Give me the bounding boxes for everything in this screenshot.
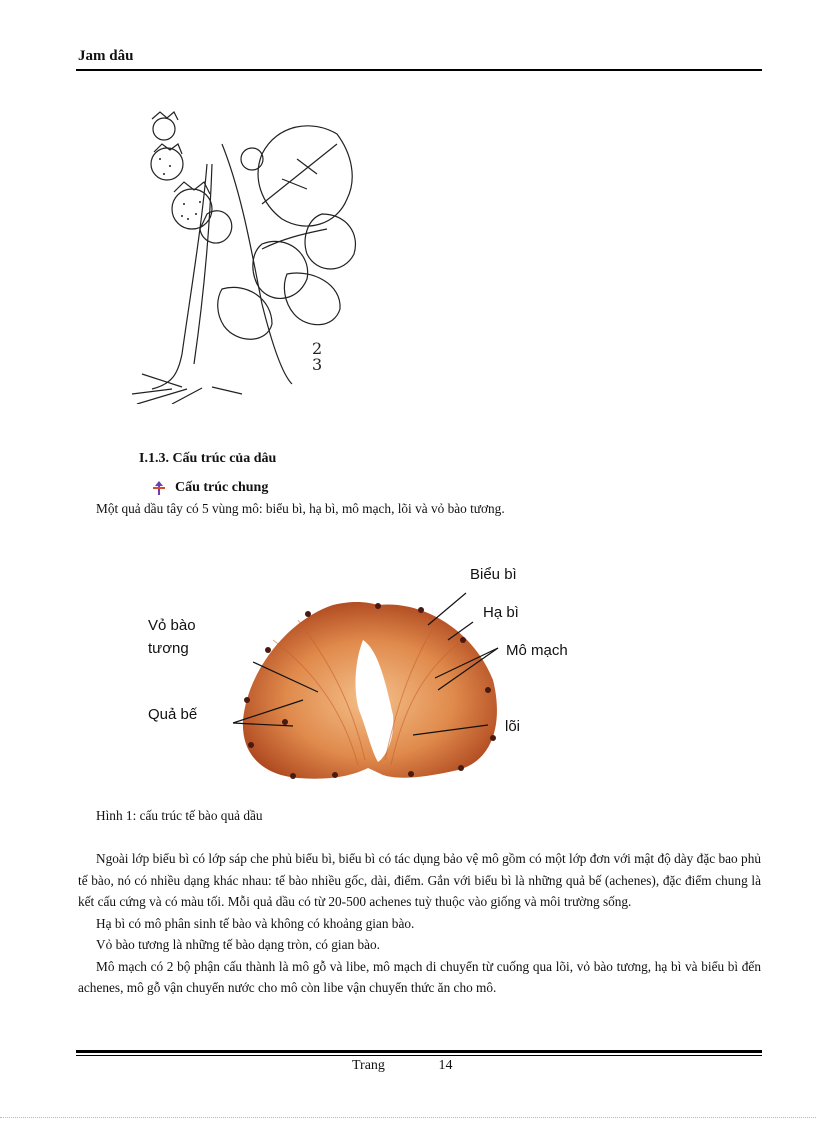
label-qua-be: Quả bế [148, 706, 198, 723]
sketch-label-top: 2 [312, 339, 323, 358]
paragraph: Hạ bì có mô phân sinh tế bào và không có khoảng gian bào. [96, 915, 415, 931]
bullet-arrow-icon [151, 480, 167, 496]
header-rule [76, 69, 762, 71]
section-title: I.1.3. Cấu trúc của dâu [139, 451, 277, 466]
strawberry-cross-section-diagram [123, 530, 611, 786]
strawberry-plant-sketch [112, 104, 362, 404]
paragraph: Ngoài lớp biểu bì có lớp sáp che phủ biểu bì, biểu bì có tác dụng bảo vệ mô gồm có một lớp đơn với mật độ dày đặc bao phủ tế bào, nó có nhiều dạng khác nhau: tế bào nhiều gốc, dài, điểm. Gắn với biểu bì là những quả bế (achenes), đặc điểm chung là kết cấu cứng và có màu tối. Mỗi quả dầu có từ 20-500 achenes tuỳ thuộc vào giống và môi trường sống. [78, 851, 761, 909]
label-loi: lõi [505, 718, 521, 735]
label-vo-bao-line2: tương [148, 640, 189, 657]
sketch-label-bottom: 3 [312, 355, 323, 374]
label-bieu-bi: Biểu bì [470, 566, 517, 583]
footer-rule-thick [76, 1050, 762, 1053]
label-vo-bao-line1: Vỏ bào [148, 617, 196, 634]
header-title: Jam dâu [78, 48, 134, 64]
figure-caption: Hình 1: cấu trúc tế bào quả dầu [96, 808, 263, 823]
footer-label: Trang [352, 1058, 385, 1073]
label-mo-mach: Mô mạch [506, 642, 568, 659]
label-ha-bi: Hạ bì [483, 604, 519, 621]
page-footer [352, 1058, 452, 1074]
footer-rule-thin [76, 1055, 762, 1056]
paragraph: Mô mạch có 2 bộ phận cấu thành là mô gỗ và libe, mô mạch di chuyển từ cuống qua lõi, vỏ bào tương, hạ bì và biểu bì đến achenes, mô gỗ vận chuyển nước cho mô còn libe vận chuyển thức ăn cho mô. [78, 958, 761, 995]
page-number: 14 [438, 1058, 453, 1073]
intro-text: Một quả dầu tây có 5 vùng mô: biểu bì, hạ bì, mô mạch, lõi và vỏ bào tương. [96, 501, 505, 516]
subsection-heading [151, 480, 268, 496]
body-text [78, 848, 761, 999]
page-edge-dotted-line [0, 1117, 816, 1118]
subsection-label: Cấu trúc chung [175, 480, 269, 495]
paragraph: Vỏ bào tương là những tế bào dạng tròn, có gian bào. [96, 937, 380, 952]
